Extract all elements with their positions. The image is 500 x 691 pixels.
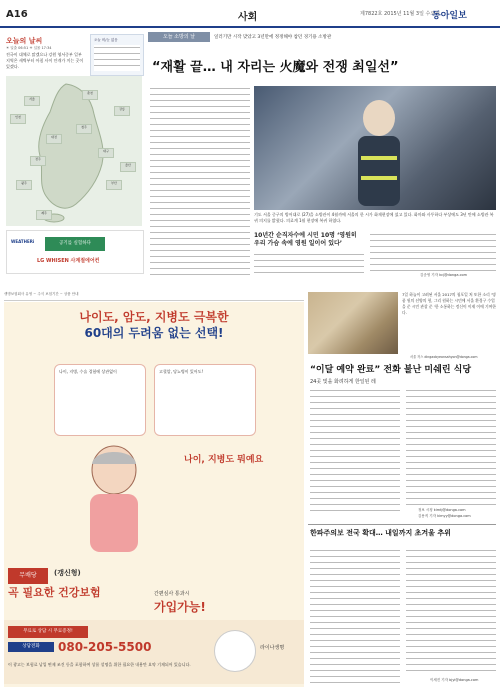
article-body-col-1 [150, 86, 250, 276]
right-subhead: 24곳 빛을 화려하게 한일된 레 [310, 379, 376, 385]
city-daejeon: 대전 [46, 134, 62, 144]
weather-title: 오늘의 날씨 [6, 37, 43, 45]
insurance-ad [4, 302, 304, 687]
right-photo-byline: 서울 자스 dingaxbyeonsahyon@donga.com [410, 355, 478, 359]
product-sub: (갱신형) [54, 569, 81, 577]
comic-panel-3 [44, 442, 274, 562]
mini-chart-table [94, 45, 140, 71]
city-incheon: 인천 [10, 114, 26, 124]
insurer-logo-icon [214, 630, 256, 672]
ad-headline-1: 나이도, 암도, 지병도 극복한 [79, 310, 229, 324]
ad-brand: LG WHISEN 사계절에어컨 [37, 258, 100, 264]
phone-label[interactable]: 상담전화 [8, 642, 54, 652]
weather-mini-chart [90, 34, 144, 76]
company-name: 라이나생명 [260, 645, 285, 651]
grandmother-character-icon [64, 442, 164, 552]
sunrise-sunset: ☀ 일출 06:51 ☀ 일몰 17:34 [6, 46, 52, 50]
contact-strip [4, 620, 304, 684]
article-body-col-2 [254, 252, 364, 278]
product-name: 곡 필요한 건강보험 [8, 586, 101, 599]
right-headline: “이달 예약 완료” 전화 불난 미쉐린 식당 [310, 365, 472, 375]
right-byline-2: 정보 시청 kimtj@donga.com [418, 508, 466, 512]
comic-bubble-3: 나이, 지병도 뭐예요 [184, 455, 264, 465]
mini-chart-label: 오늘 비/눈 없음 [94, 38, 118, 42]
main-headline: “재활 끝… 내 자리는 火魔와 전쟁 최일선” [152, 60, 399, 75]
section-title: 사회 [238, 12, 258, 23]
comic-bubble-2: 고혈압, 당뇨병이 있어도! [159, 369, 204, 374]
bottom-byline: 이세진 기자 bjyi@donga.com [430, 678, 479, 682]
right-photo-caption: 7일 하늘이 고려된 서울 2017의 청포일 처 또한 소리 ‘명품 원의 선양의 형, 그리 원하는 시민에 서울 환경구 수업을 준 시민 관찰 준 ‘한 소통하는 정신이 이제 이에 기여한다. [402, 292, 496, 315]
paper-logo: 동아일보 [432, 11, 467, 21]
ad-headline-2: 60대의 두려움 없는 선택! [84, 326, 224, 340]
bottom-headline: 한파주의보 전국 확대… 내일까지 초겨울 추위 [310, 529, 451, 537]
ad-title: 공기를 실험하다 [45, 237, 105, 251]
issue-date: 제7822호 2015년 11월 3일 수요일 [360, 11, 440, 17]
page-number: A16 [6, 9, 28, 20]
photo-caption: 기도 서울 중구의 방어대로 (27)을 소방관이 4월까에 서울의 한 시가 화재현장에 섰고 있다. 화마와 사투하다 부상에도 3년 만에 소방관 복귀 의지를 밝혔다. 의료계 1월 현장에 복귀 하였다. [254, 212, 494, 223]
ad-top-line: 생명보험회사 유영 ~ 주식 보험기간 ~ 상품 안내 [4, 292, 304, 301]
bottom-rule [308, 524, 496, 525]
join-possible: 가입가능! [154, 600, 206, 614]
city-busan: 부산 [106, 180, 122, 190]
comic-panel-2 [154, 364, 256, 436]
page-header [0, 0, 500, 28]
right-body-col-1 [310, 388, 400, 516]
comic-panel-1 [54, 364, 146, 436]
right-body-col-2 [406, 388, 496, 506]
article-kicker: 오늘 소방의 날 [148, 32, 210, 42]
city-cheongju: 청주 [76, 124, 92, 134]
city-gwangju: 광주 [16, 180, 32, 190]
comic-bubble-1: 나이, 지병, 수술 경험에 상관없이 [59, 369, 117, 374]
bottom-body-col-2 [406, 548, 496, 676]
right-byline-1: 김용직 기자 kimyy@donga.com [418, 514, 471, 518]
city-gangneung: 강릉 [114, 106, 130, 116]
simple-review: 간편심사 통과시 [154, 591, 190, 597]
firefighter-photo [254, 86, 496, 210]
ad-fine-print: 이 광고는 보험료 납입 면제 조건 등을 포함하여 상품 설명을 위한 필요한 내용만 요약 기재되어 있습니다. [8, 662, 191, 667]
city-jeonju: 전주 [30, 156, 46, 166]
city-daegu: 대구 [98, 148, 114, 158]
article-body-col-3 [370, 232, 496, 272]
product-tag: 무배당 [8, 568, 48, 584]
article-byline: 김준영 기자 kcj@donga.com [420, 273, 468, 277]
city-jeju: 제주 [36, 210, 52, 220]
weatheri-logo: WEATHERi [11, 239, 35, 244]
restaurant-photo [308, 292, 398, 354]
weather-panel [4, 30, 144, 285]
article-kicker-sub: 일러기만 시작 맞았고 3년만에 정정해야 참던 경기용 소방관 [214, 35, 332, 40]
bottom-body-col-1 [310, 548, 400, 684]
phone-number[interactable]: 080-205-5500 [58, 640, 152, 654]
firefighter-silhouette-icon [334, 96, 424, 206]
weather-ad [6, 230, 144, 274]
city-chuncheon: 춘천 [82, 90, 98, 100]
city-seoul: 서울 [24, 96, 40, 106]
weather-map [6, 76, 142, 226]
free-consult-badge: 무료로 상담 시 무료증정! [8, 626, 88, 638]
weather-summary: 전국이 대체로 맑겠으나 강원 영서중부 일부 지역은 새벽부터 아침 사이 안개가 끼는 곳이 있겠다. [6, 52, 84, 69]
article-subhead: 10년간 순직자수에 시민 10명 ‘영원히 우리 가슴 속에 영원 일이어 있다’ [254, 232, 357, 247]
city-ulsan: 울산 [120, 162, 136, 172]
